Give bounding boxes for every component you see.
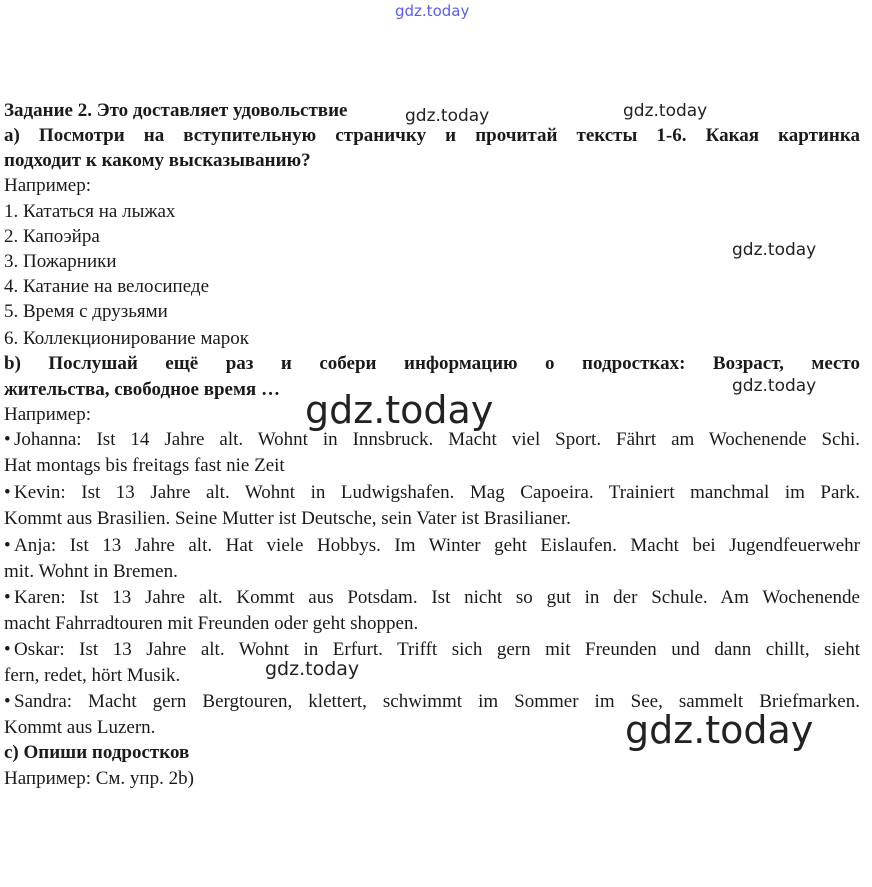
entry-text: Karen: Ist 13 Jahre alt. Kommt aus Potsdam. Ist nicht so gut in der Schule. Am Wochenende: [14, 587, 860, 608]
watermark: gdz.today: [623, 101, 708, 121]
part-c-example: Например: См. упр. 2b): [4, 768, 194, 789]
teen-entry-anja-cont: mit. Wohnt in Bremen.: [4, 561, 178, 582]
teen-entry-karen-cont: macht Fahrradtouren mit Freunden oder geht shoppen.: [4, 613, 419, 634]
part-b-instruction-line2: жительства, свободное время …: [4, 379, 280, 400]
list-item: 5. Время с друзьями: [4, 301, 168, 322]
entry-text: Johanna: Ist 14 Jahre alt. Wohnt in Innsbruck. Macht viel Sport. Fährt am Wochenende Schi.: [14, 429, 860, 450]
part-b-example-label: Например:: [4, 404, 91, 425]
list-item: 1. Кататься на лыжах: [4, 201, 176, 222]
entry-text: Anja: Ist 13 Jahre alt. Hat viele Hobbys. Im Winter geht Eislaufen. Macht bei Jugendfeuerwehr: [14, 535, 860, 556]
watermark-top: gdz.today: [395, 2, 470, 20]
bullet: •: [4, 482, 11, 503]
bullet: •: [4, 691, 11, 712]
watermark: gdz.today: [732, 376, 817, 396]
teen-entry-johanna: [4, 429, 860, 451]
teen-entry-oskar: [4, 639, 860, 661]
watermark: gdz.today: [732, 240, 817, 260]
watermark: gdz.today: [265, 658, 360, 680]
list-item: 2. Капоэйра: [4, 226, 100, 247]
teen-entry-anja: [4, 535, 860, 557]
part-a-example-label: Например:: [4, 175, 91, 196]
teen-entry-johanna-cont: Hat montags bis freitags fast nie Zeit: [4, 455, 285, 476]
part-a-instruction-line2: подходит к какому высказыванию?: [4, 150, 311, 171]
watermark: gdz.today: [625, 708, 814, 752]
part-a-instruction-line1: а) Посмотри на вступительную страничку и прочитай тексты 1-6. Какая картинка: [4, 125, 860, 146]
watermark: gdz.today: [305, 388, 494, 432]
part-c-title: с) Опиши подростков: [4, 742, 190, 763]
bullet: •: [4, 429, 11, 450]
entry-text: Kevin: Ist 13 Jahre alt. Wohnt in Ludwigshafen. Mag Capoeira. Trainiert manchmal im Park.: [14, 482, 860, 503]
teen-entry-kevin: [4, 482, 860, 504]
list-item: 6. Коллекционирование марок: [4, 328, 250, 349]
entry-text: Oskar: Ist 13 Jahre alt. Wohnt in Erfurt. Trifft sich gern mit Freunden und dann chillt, sieht: [14, 639, 860, 660]
watermark: gdz.today: [405, 106, 490, 126]
bullet: •: [4, 535, 11, 556]
teen-entry-kevin-cont: Kommt aus Brasilien. Seine Mutter ist Deutsche, sein Vater ist Brasilianer.: [4, 508, 571, 529]
teen-entry-sandra-cont: Kommt aus Luzern.: [4, 717, 156, 738]
exercise-page: [4, 0, 862, 887]
part-b-instruction-line1: b) Послушай ещё раз и собери информацию о подростках: Возраст, место: [4, 353, 860, 374]
teen-entry-karen: [4, 587, 860, 609]
exercise-title: Задание 2. Это доставляет удовольствие: [4, 100, 348, 121]
entry-text: Sandra: Macht gern Bergtouren, klettert, schwimmt im Sommer im See, sammelt Briefmarken.: [14, 691, 860, 712]
bullet: •: [4, 587, 11, 608]
bullet: •: [4, 639, 11, 660]
list-item: 3. Пожарники: [4, 251, 117, 272]
teen-entry-oskar-cont: fern, redet, hört Musik.: [4, 665, 181, 686]
list-item: 4. Катание на велосипеде: [4, 276, 210, 297]
